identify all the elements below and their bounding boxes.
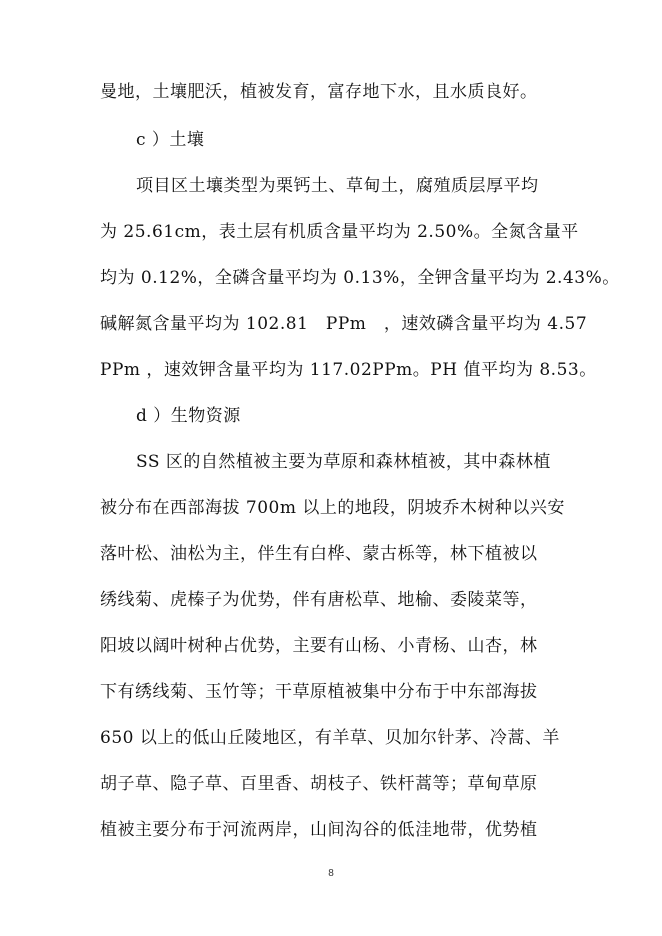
text-line: 碱解氮含量平均为 102.81 PPm ，速效磷含量平均为 4.57 — [100, 314, 588, 334]
text-line: 项目区土壤类型为栗钙土、草甸土，腐殖质层厚平均 — [136, 176, 539, 196]
section-heading-biology: d ）生物资源 — [136, 406, 241, 426]
text-line: 胡子草、隐子草、百里香、胡枝子、铁杆蒿等；草甸草原 — [100, 774, 538, 794]
text-line: 均为 0.12%，全磷含量平均为 0.13%，全钾含量平均为 2.43%。 — [100, 268, 620, 288]
text-line: 植被主要分布于河流两岸，山间沟谷的低洼地带，优势植 — [100, 820, 538, 840]
section-heading-soil: c ）土壤 — [136, 130, 205, 150]
text-line: 为 25.61cm，表土层有机质含量平均为 2.50%。全氮含量平 — [100, 222, 579, 242]
text-line: 阳坡以阔叶树种占优势，主要有山杨、小青杨、山杏，林 — [100, 636, 538, 656]
text-line: 下有绣线菊、玉竹等；干草原植被集中分布于中东部海拔 — [100, 682, 538, 702]
text-line: PPm ，速效钾含量平均为 117.02PPm。PH 值平均为 8.53。 — [100, 360, 597, 380]
text-line: 650 以上的低山丘陵地区，有羊草、贝加尔针茅、冷蒿、羊 — [100, 728, 560, 748]
text-line: SS 区的自然植被主要为草原和森林植被，其中森林植 — [136, 452, 551, 472]
text-line: 曼地，土壤肥沃，植被发育，富存地下水，且水质良好。 — [100, 82, 538, 102]
text-line: 被分布在西部海拔 700m 以上的地段，阴坡乔木树种以兴安 — [100, 498, 565, 518]
page-number: 8 — [328, 868, 334, 879]
text-line: 落叶松、油松为主，伴生有白桦、蒙古栎等，林下植被以 — [100, 544, 538, 564]
text-line: 绣线菊、虎榛子为优势，伴有唐松草、地榆、委陵菜等， — [100, 590, 538, 610]
